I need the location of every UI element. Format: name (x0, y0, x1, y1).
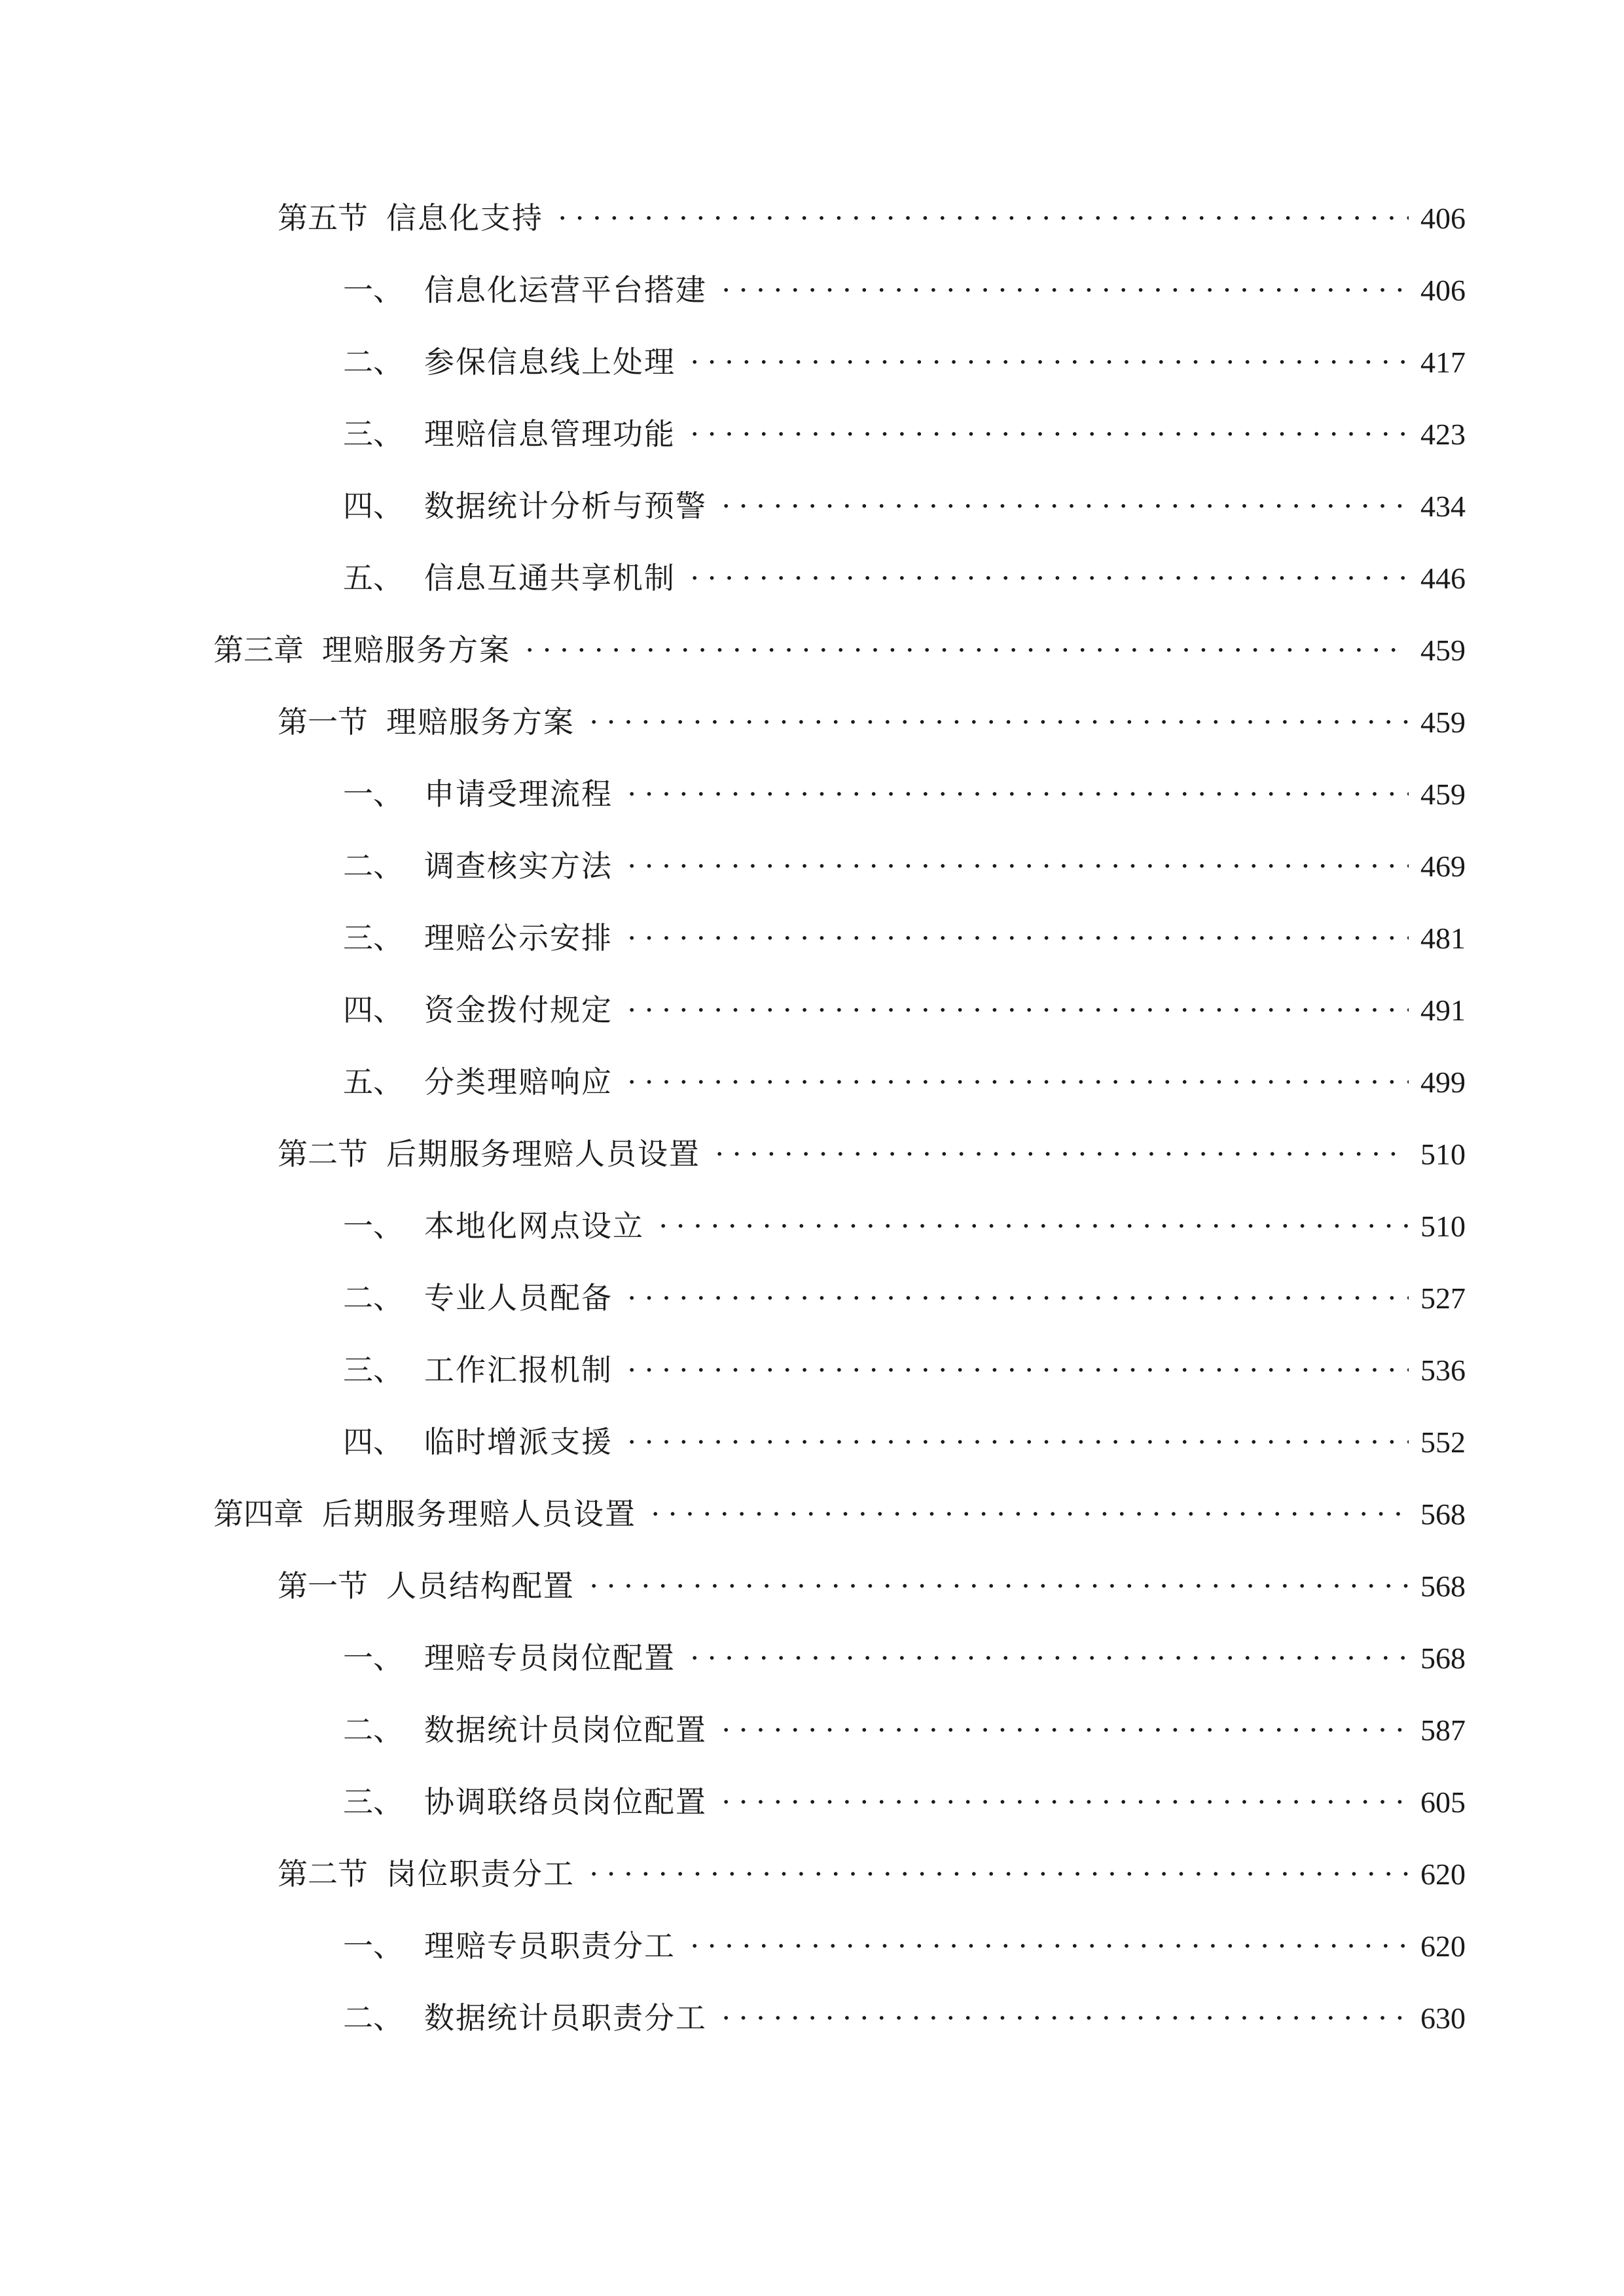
toc-entry-page: 406 (1420, 274, 1466, 307)
toc-entry-number: 一、 (343, 1640, 403, 1676)
toc-entry-page: 481 (1420, 922, 1466, 955)
toc-entry[interactable] (213, 624, 1466, 676)
toc-entry-title: 理赔专员岗位配置 (424, 1640, 676, 1676)
toc-entry[interactable] (343, 1416, 1466, 1468)
toc-entry-title: 申请受理流程 (424, 776, 613, 812)
toc-entry-number: 第一节 (278, 1568, 368, 1604)
toc-entry-number: 一、 (343, 776, 403, 812)
dot-leader (717, 1799, 1409, 1805)
dot-leader (623, 791, 1409, 797)
dot-leader (686, 1655, 1409, 1661)
toc-entry-title: 信息化运营平台搭建 (424, 272, 707, 308)
toc-entry[interactable] (278, 1848, 1466, 1900)
toc-entry-title: 理赔服务方案 (322, 632, 511, 668)
toc-entry-number: 第三章 (213, 632, 304, 668)
toc-entry-page: 446 (1420, 562, 1466, 595)
dot-leader (686, 431, 1409, 437)
dot-leader (585, 1583, 1409, 1589)
dot-leader (711, 1151, 1409, 1157)
toc-entry-title: 数据统计员岗位配置 (424, 1712, 707, 1748)
dot-leader (623, 863, 1409, 869)
toc-entry-page: 552 (1420, 1426, 1466, 1459)
toc-entry[interactable] (343, 768, 1466, 820)
toc-entry[interactable] (343, 1632, 1466, 1684)
toc-entry-page: 536 (1420, 1354, 1466, 1387)
toc-entry-title: 数据统计员职责分工 (424, 2000, 707, 2036)
toc-entry-page: 469 (1420, 850, 1466, 883)
toc-entry[interactable] (343, 336, 1466, 388)
toc-entry-page: 620 (1420, 1857, 1466, 1891)
toc-entry[interactable] (343, 1056, 1466, 1108)
dot-leader (717, 503, 1409, 509)
toc-entry-title: 后期服务理赔人员设置 (386, 1136, 700, 1172)
toc-entry[interactable] (213, 1488, 1466, 1540)
toc-entry[interactable] (278, 192, 1466, 244)
toc-entry-number: 五、 (343, 1064, 403, 1100)
toc-entry-number: 二、 (343, 1712, 403, 1748)
toc-entry[interactable] (343, 1992, 1466, 2044)
toc-entry[interactable] (343, 408, 1466, 460)
toc-entry-page: 527 (1420, 1282, 1466, 1315)
toc-entry-number: 一、 (343, 1928, 403, 1964)
toc-entry[interactable] (343, 480, 1466, 532)
toc-entry-title: 理赔服务方案 (386, 704, 575, 740)
toc-entry[interactable] (343, 1272, 1466, 1324)
dot-leader (623, 1295, 1409, 1301)
toc-entry[interactable] (343, 1200, 1466, 1252)
dot-leader (623, 1367, 1409, 1373)
toc-entry-title: 人员结构配置 (386, 1568, 575, 1604)
dot-leader (717, 287, 1409, 293)
toc-entry-title: 信息互通共享机制 (424, 560, 676, 596)
toc-entry-title: 信息化支持 (386, 200, 543, 236)
toc-entry-title: 理赔专员职责分工 (424, 1928, 676, 1964)
toc-entry-title: 后期服务理赔人员设置 (322, 1496, 636, 1532)
toc-entry-page: 605 (1420, 1785, 1466, 1819)
toc-entry-number: 第二节 (278, 1136, 368, 1172)
toc-entry[interactable] (343, 1920, 1466, 1972)
toc-entry-title: 数据统计分析与预警 (424, 488, 707, 524)
toc-entry-title: 调查核实方法 (424, 848, 613, 884)
dot-leader (623, 935, 1409, 941)
toc-entry-title: 资金拨付规定 (424, 992, 613, 1028)
toc-entry-number: 三、 (343, 1352, 403, 1388)
dot-leader (623, 1007, 1409, 1013)
toc-entry-title: 理赔公示安排 (424, 920, 613, 956)
toc-entry-title: 协调联络员岗位配置 (424, 1784, 707, 1820)
toc-entry-number: 第四章 (213, 1496, 304, 1532)
toc-entry-page: 510 (1420, 1138, 1466, 1171)
dot-leader (686, 575, 1409, 581)
toc-entry-number: 一、 (343, 272, 403, 308)
toc-entry-page: 459 (1420, 706, 1466, 739)
toc-entry-page: 459 (1420, 634, 1466, 667)
toc-entry-page: 630 (1420, 2001, 1466, 2035)
dot-leader (686, 359, 1409, 365)
toc-entry-number: 三、 (343, 920, 403, 956)
toc-entry[interactable] (343, 1776, 1466, 1828)
toc-entry[interactable] (343, 1704, 1466, 1756)
toc-entry-page: 620 (1420, 1929, 1466, 1963)
toc-entry-page: 491 (1420, 994, 1466, 1027)
dot-leader (585, 719, 1409, 725)
toc-entry[interactable] (343, 912, 1466, 964)
toc-entry-number: 二、 (343, 2000, 403, 2036)
toc-entry-page: 568 (1420, 1570, 1466, 1603)
dot-leader (585, 1871, 1409, 1877)
toc-entry-title: 临时增派支援 (424, 1424, 613, 1460)
dot-leader (655, 1223, 1409, 1229)
dot-leader (554, 215, 1409, 221)
dot-leader (717, 2015, 1409, 2021)
dot-leader (623, 1079, 1409, 1085)
toc-entry[interactable] (278, 1128, 1466, 1180)
dot-leader (521, 647, 1409, 653)
toc-entry-number: 第二节 (278, 1856, 368, 1892)
toc-entry-number: 三、 (343, 416, 403, 452)
toc-entry-title: 岗位职责分工 (386, 1856, 575, 1892)
toc-entry-title: 理赔信息管理功能 (424, 416, 676, 452)
toc-entry[interactable] (343, 264, 1466, 316)
toc-entry[interactable] (343, 552, 1466, 604)
toc-entry-title: 本地化网点设立 (424, 1208, 644, 1244)
toc-entry-page: 417 (1420, 346, 1466, 379)
toc-entry-number: 第五节 (278, 200, 368, 236)
toc-entry[interactable] (343, 1344, 1466, 1396)
toc-entry-page: 568 (1420, 1641, 1466, 1675)
toc-entry-page: 568 (1420, 1498, 1466, 1531)
toc-entry-page: 587 (1420, 1713, 1466, 1747)
toc-entry-page: 423 (1420, 418, 1466, 451)
toc-entry-page: 510 (1420, 1210, 1466, 1243)
dot-leader (647, 1511, 1409, 1517)
toc-entry-number: 一、 (343, 1208, 403, 1244)
toc-entry-page: 406 (1420, 202, 1466, 235)
toc-entry[interactable] (278, 1560, 1466, 1612)
toc-entry-number: 四、 (343, 992, 403, 1028)
dot-leader (717, 1727, 1409, 1733)
toc-entry-number: 二、 (343, 848, 403, 884)
toc-entry-page: 434 (1420, 490, 1466, 523)
toc-entry-number: 四、 (343, 1424, 403, 1460)
toc-entry-number: 二、 (343, 1280, 403, 1316)
toc-entry[interactable] (343, 840, 1466, 892)
toc-entry-number: 三、 (343, 1784, 403, 1820)
toc-entry-title: 工作汇报机制 (424, 1352, 613, 1388)
toc-entry-number: 二、 (343, 344, 403, 380)
toc-entry-page: 459 (1420, 778, 1466, 811)
toc-entry-title: 参保信息线上处理 (424, 344, 676, 380)
toc-entry-number: 第一节 (278, 704, 368, 740)
toc-entry-number: 五、 (343, 560, 403, 596)
toc-entry[interactable] (278, 696, 1466, 748)
toc-entry-title: 分类理赔响应 (424, 1064, 613, 1100)
dot-leader (686, 1943, 1409, 1949)
dot-leader (623, 1439, 1409, 1445)
toc-entry-title: 专业人员配备 (424, 1280, 613, 1316)
toc-entry-number: 四、 (343, 488, 403, 524)
toc-entry-page: 499 (1420, 1066, 1466, 1099)
toc-entry[interactable] (343, 984, 1466, 1036)
